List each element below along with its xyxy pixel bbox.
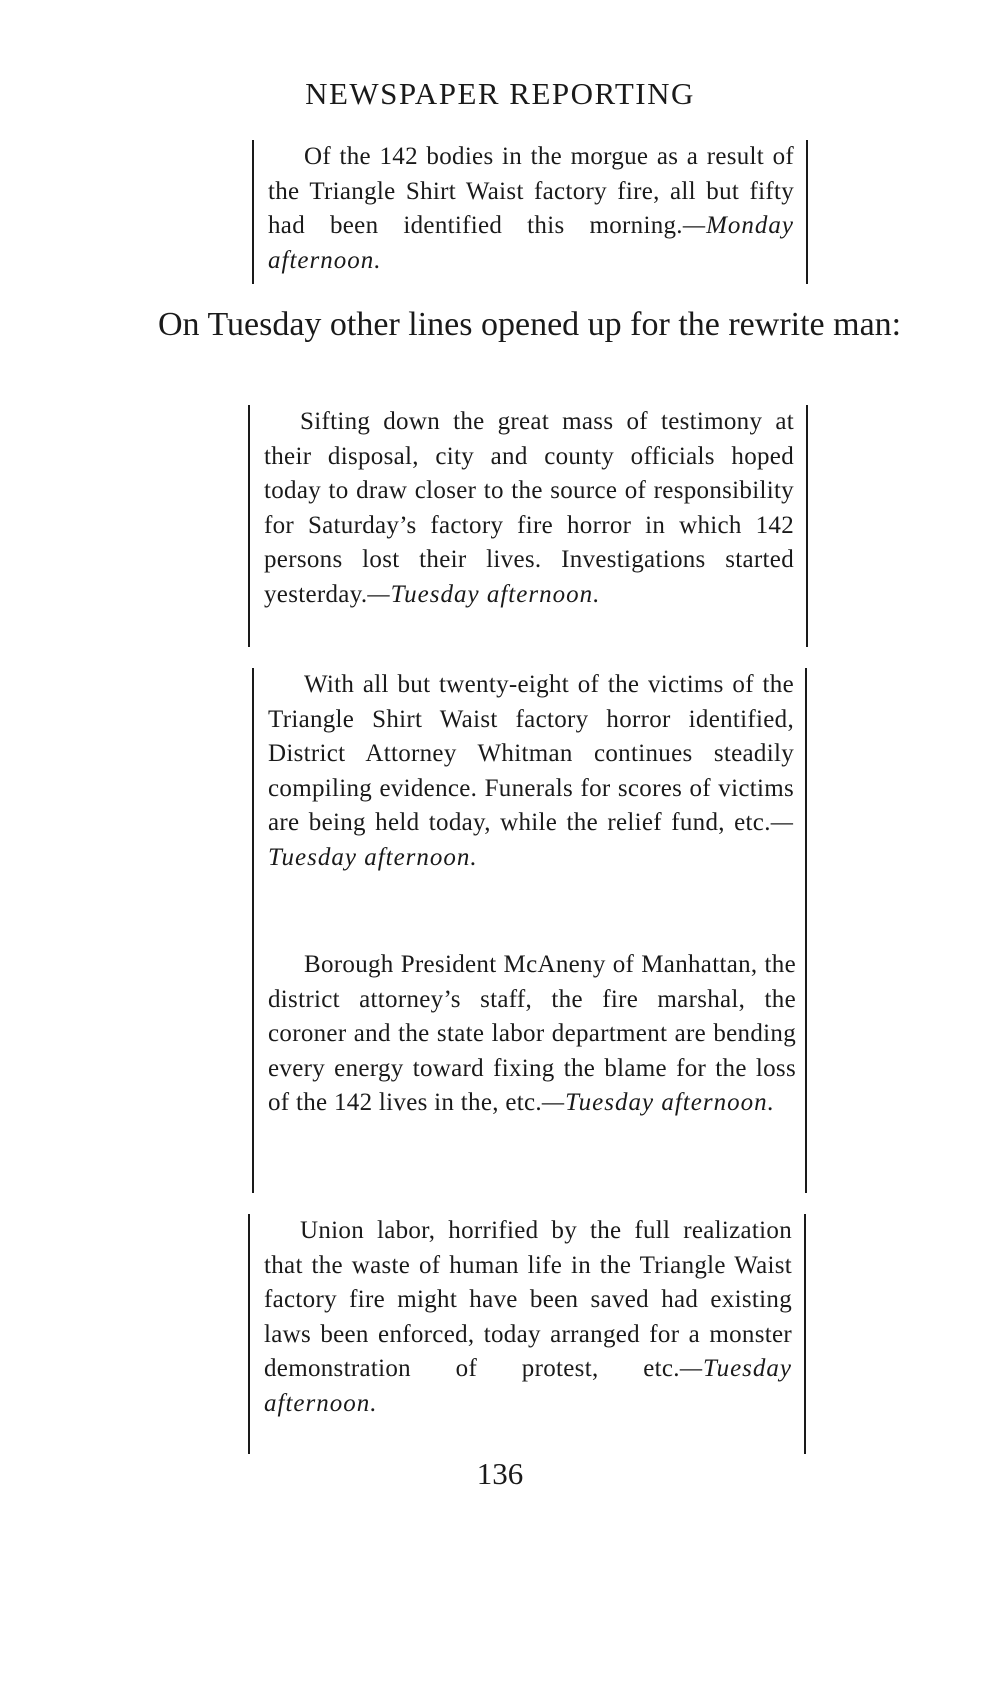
clipping-text [264,1214,792,1421]
clipping-tuesday-4 [248,1214,806,1454]
clipping-body: With all but twenty-eight of the victims of the Triangle Shirt Waist factory horror identified, District Attorney Whitman continues steadily compiling evidence. Funerals for scores of victims are being held today, while the relief fund, etc. [268,671,794,836]
clipping-dateline: —Monday afternoon. [268,212,794,274]
clipping-text [268,668,794,875]
clipping-body: Union labor, horrified by the full realization that the waste of human life in the Triangle Waist factory fire might have been saved had existing laws been enforced, today arranged for a monster demonstration of protest, etc. [264,1217,792,1382]
clipping-text [264,405,794,612]
clipping-body: Borough President McAneny of Manhattan, the district attorney’s staff, the fire marshal, the coroner and the state labor department are bending every energy toward fixing the blame for the loss of the 142 lives in the, etc. [268,951,796,1116]
narrative-paragraph [118,302,948,348]
clipping-monday [252,140,808,284]
page-number: 136 [476,1456,524,1491]
running-head: NEWSPAPER REPORTING [305,76,695,111]
clipping-body: Sifting down the great mass of testimony at their disposal, city and county officials hoped today to draw closer to the source of responsibility for Saturday’s factory fire horror in which 142 persons lost their lives. Investigations started yesterday. [264,408,794,608]
narrative-text: On Tuesday other lines opened up for the rewrite man: [158,306,902,343]
clipping-body: Of the 142 bodies in the morgue as a result of the Triangle Shirt Waist factory fire, all but fifty had been identified this morning. [268,143,794,239]
clipping-text [268,140,794,278]
clipping-dateline: —Tuesday afternoon. [268,809,794,871]
clipping-tuesday-3 [252,948,808,1193]
clipping-dateline: —Tuesday afternoon. [541,1089,775,1116]
clipping-dateline: —Tuesday afternoon. [264,1355,792,1417]
clipping-dateline: —Tuesday afternoon. [367,580,601,608]
clipping-rule [805,668,807,1193]
clipping-tuesday-2 [252,668,806,948]
clipping-text [268,948,796,1121]
clipping-tuesday-1 [248,405,808,647]
